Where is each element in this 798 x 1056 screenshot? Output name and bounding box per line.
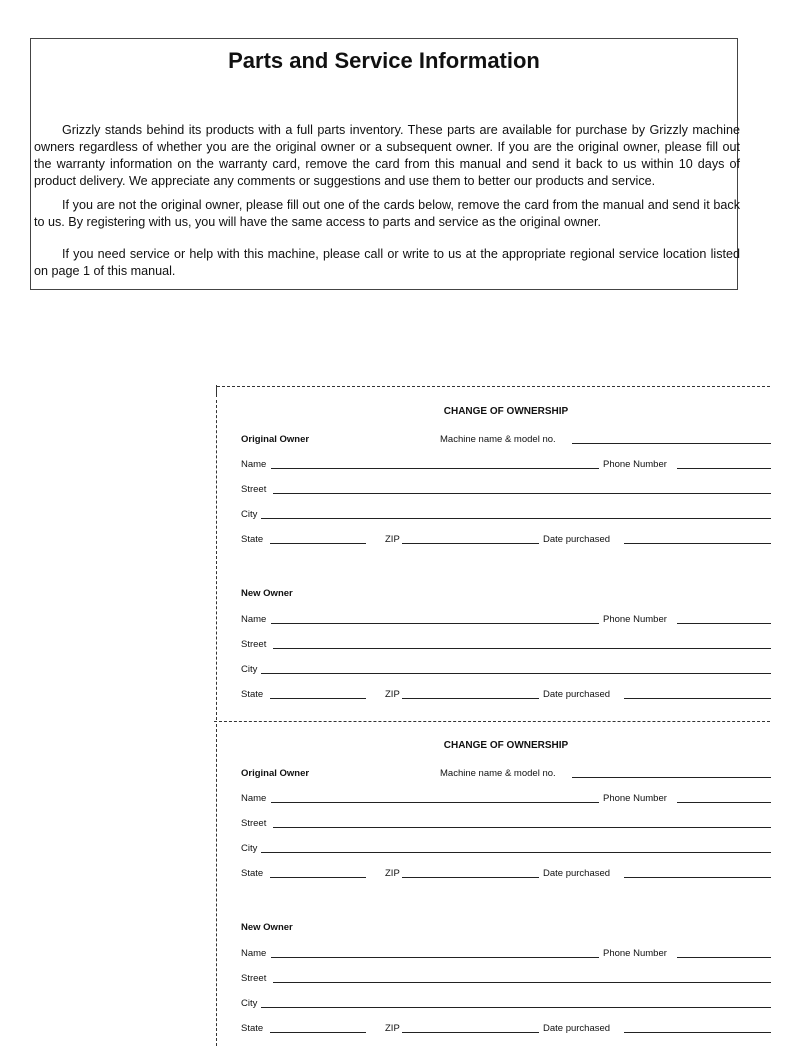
cut-line-top bbox=[217, 386, 770, 387]
original-owner-heading: Original Owner bbox=[241, 434, 310, 445]
city-label: City bbox=[241, 509, 258, 520]
row-original-owner bbox=[241, 433, 771, 445]
cut-line-middle bbox=[214, 721, 770, 722]
row-original-owner bbox=[241, 767, 771, 779]
info-paragraph-2: If you are not the original owner, please fill out one of the cards below, remove the card from the manual and send it back to us. By registering with us, you will have the same access to parts and service as the original owner. bbox=[34, 198, 740, 229]
card-title: CHANGE OF OWNERSHIP bbox=[443, 740, 569, 751]
name-label: Name bbox=[241, 614, 267, 625]
street-label: Street bbox=[241, 639, 267, 650]
new-owner-heading: New Owner bbox=[241, 588, 293, 599]
row-state bbox=[241, 533, 771, 545]
zip-field[interactable] bbox=[402, 1032, 539, 1033]
city-field[interactable] bbox=[261, 518, 771, 519]
state-label: State bbox=[241, 689, 264, 700]
date-purchased-field[interactable] bbox=[624, 543, 771, 544]
phone-label: Phone Number bbox=[603, 614, 667, 625]
ownership-card-2 bbox=[241, 740, 771, 1040]
row-city bbox=[241, 663, 771, 675]
date-purchased-label: Date purchased bbox=[543, 868, 611, 879]
zip-field[interactable] bbox=[402, 698, 539, 699]
state-label: State bbox=[241, 534, 264, 545]
zip-label: ZIP bbox=[385, 534, 400, 545]
row-state bbox=[241, 1022, 771, 1034]
city-label: City bbox=[241, 843, 258, 854]
row-street bbox=[241, 483, 771, 495]
row-name bbox=[241, 947, 771, 959]
info-paragraph-3: If you need service or help with this machine, please call or write to us at the appropriate regional service location listed on page 1 of this manual. bbox=[34, 247, 740, 278]
street-label: Street bbox=[241, 973, 267, 984]
info-paragraph-1: Grizzly stands behind its products with a full parts inventory. These parts are available for purchase by Grizzly machine owners regardless of whether you are the original owner or a subsequent owner. If you are the original owner, please fill out the warranty information on the warranty card, remove the card from this manual and send it back to us within 10 days of product delivery. We appreciate any comments or suggestions and use them to better our products and service. bbox=[34, 123, 740, 188]
state-field[interactable] bbox=[270, 1032, 366, 1033]
date-purchased-field[interactable] bbox=[624, 1032, 771, 1033]
date-purchased-label: Date purchased bbox=[543, 1023, 611, 1034]
row-new-owner bbox=[241, 587, 771, 599]
phone-field[interactable] bbox=[677, 957, 771, 958]
city-field[interactable] bbox=[261, 673, 771, 674]
street-field[interactable] bbox=[273, 648, 771, 649]
phone-label: Phone Number bbox=[603, 948, 667, 959]
date-purchased-field[interactable] bbox=[624, 877, 771, 878]
date-purchased-label: Date purchased bbox=[543, 534, 611, 545]
state-field[interactable] bbox=[270, 543, 366, 544]
card-title: CHANGE OF OWNERSHIP bbox=[443, 406, 569, 417]
phone-field[interactable] bbox=[677, 468, 771, 469]
street-field[interactable] bbox=[273, 493, 771, 494]
machine-label: Machine name & model no. bbox=[440, 768, 556, 779]
ownership-card-1 bbox=[241, 406, 771, 706]
machine-label: Machine name & model no. bbox=[440, 434, 556, 445]
name-field[interactable] bbox=[271, 957, 599, 958]
zip-label: ZIP bbox=[385, 1023, 400, 1034]
zip-label: ZIP bbox=[385, 868, 400, 879]
name-field[interactable] bbox=[271, 623, 599, 624]
row-city bbox=[241, 997, 771, 1009]
phone-field[interactable] bbox=[677, 623, 771, 624]
row-name bbox=[241, 613, 771, 625]
row-street bbox=[241, 638, 771, 650]
date-purchased-field[interactable] bbox=[624, 698, 771, 699]
state-label: State bbox=[241, 868, 264, 879]
cut-corner bbox=[216, 385, 217, 397]
city-field[interactable] bbox=[261, 1007, 771, 1008]
street-label: Street bbox=[241, 818, 267, 829]
row-name bbox=[241, 458, 771, 470]
date-purchased-label: Date purchased bbox=[543, 689, 611, 700]
parts-service-info-box bbox=[30, 38, 738, 290]
city-label: City bbox=[241, 998, 258, 1009]
cut-line-left-2 bbox=[216, 724, 217, 1046]
row-street bbox=[241, 972, 771, 984]
zip-label: ZIP bbox=[385, 689, 400, 700]
new-owner-heading: New Owner bbox=[241, 922, 293, 933]
street-field[interactable] bbox=[273, 982, 771, 983]
row-state bbox=[241, 867, 771, 879]
cut-line-left-1 bbox=[216, 400, 217, 720]
phone-field[interactable] bbox=[677, 802, 771, 803]
city-field[interactable] bbox=[261, 852, 771, 853]
row-city bbox=[241, 842, 771, 854]
machine-field[interactable] bbox=[572, 443, 771, 444]
name-label: Name bbox=[241, 948, 267, 959]
phone-label: Phone Number bbox=[603, 793, 667, 804]
name-label: Name bbox=[241, 459, 267, 470]
name-label: Name bbox=[241, 793, 267, 804]
state-field[interactable] bbox=[270, 877, 366, 878]
row-street bbox=[241, 817, 771, 829]
state-label: State bbox=[241, 1023, 264, 1034]
street-label: Street bbox=[241, 484, 267, 495]
row-new-owner bbox=[241, 921, 771, 933]
original-owner-heading: Original Owner bbox=[241, 768, 310, 779]
zip-field[interactable] bbox=[402, 877, 539, 878]
name-field[interactable] bbox=[271, 802, 599, 803]
city-label: City bbox=[241, 664, 258, 675]
street-field[interactable] bbox=[273, 827, 771, 828]
machine-field[interactable] bbox=[572, 777, 771, 778]
zip-field[interactable] bbox=[402, 543, 539, 544]
page-title: Parts and Service Information bbox=[228, 48, 540, 73]
name-field[interactable] bbox=[271, 468, 599, 469]
row-city bbox=[241, 508, 771, 520]
state-field[interactable] bbox=[270, 698, 366, 699]
phone-label: Phone Number bbox=[603, 459, 667, 470]
row-name bbox=[241, 792, 771, 804]
row-state bbox=[241, 688, 771, 700]
